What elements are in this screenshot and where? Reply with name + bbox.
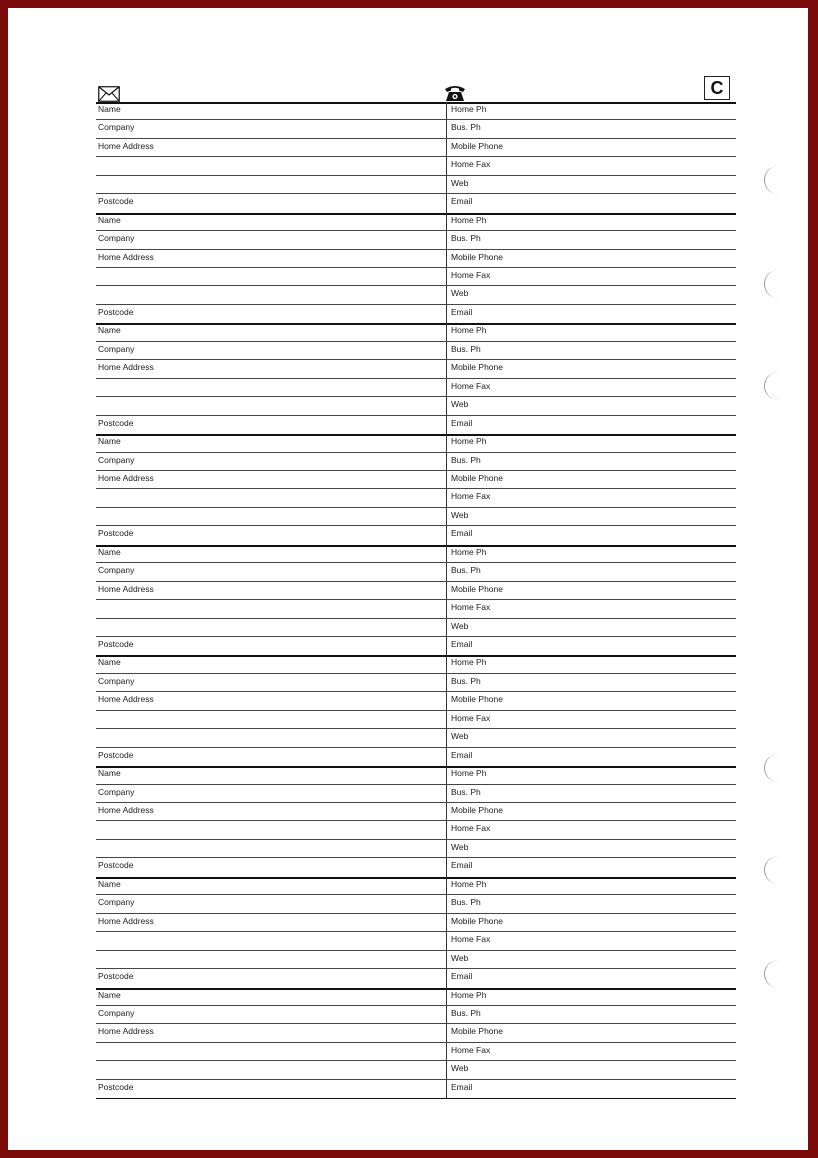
- contact-field-left[interactable]: Home Address: [96, 250, 446, 268]
- contact-field-left[interactable]: Home Address: [96, 914, 446, 932]
- contact-field-right[interactable]: Bus. Ph: [446, 1006, 736, 1024]
- contact-field-right[interactable]: Bus. Ph: [446, 120, 736, 138]
- contact-field-right[interactable]: Web: [446, 286, 736, 304]
- contact-field-left[interactable]: [96, 286, 446, 304]
- contact-field-left[interactable]: [96, 600, 446, 618]
- contact-field-right[interactable]: Mobile Phone: [446, 471, 736, 489]
- contact-field-left[interactable]: Home Address: [96, 139, 446, 157]
- contact-field-left[interactable]: [96, 951, 446, 969]
- contact-field-right[interactable]: Mobile Phone: [446, 139, 736, 157]
- binder-ring-hole: [764, 166, 781, 194]
- contact-field-right[interactable]: Email: [451, 971, 473, 982]
- contact-field-right[interactable]: Email: [451, 639, 473, 649]
- contact-field-left[interactable]: [96, 1061, 446, 1079]
- contact-field-right[interactable]: Web: [446, 508, 736, 526]
- contact-field-left[interactable]: Postcode: [98, 749, 134, 760]
- contact-field-right[interactable]: Home Ph: [446, 655, 736, 673]
- page-header: [8, 8, 808, 108]
- binder-ring-hole: [764, 372, 781, 400]
- contact-field-left[interactable]: [96, 1043, 446, 1061]
- contact-field-right[interactable]: Email: [451, 306, 473, 317]
- contact-field-right[interactable]: Home Ph: [446, 434, 736, 452]
- contact-entry: [96, 213, 736, 324]
- contact-field-right[interactable]: Bus. Ph: [446, 674, 736, 692]
- contact-field-right[interactable]: Email: [451, 196, 473, 207]
- binder-ring-hole: [764, 960, 781, 988]
- contact-entry: [96, 655, 736, 766]
- binder-ring-hole: [764, 856, 781, 884]
- contact-field-left[interactable]: Home Address: [96, 692, 446, 710]
- contact-field-right[interactable]: Home Ph: [446, 988, 736, 1006]
- contact-field-left[interactable]: [96, 619, 446, 637]
- contact-field-left[interactable]: Postcode: [98, 306, 134, 317]
- contact-field-right[interactable]: Home Fax: [446, 1043, 736, 1061]
- binder-ring-hole: [764, 754, 781, 782]
- contact-field-left[interactable]: Name: [96, 213, 446, 231]
- contact-field-right[interactable]: Mobile Phone: [446, 1024, 736, 1042]
- contact-field-left[interactable]: Postcode: [98, 639, 134, 649]
- contact-entry: [96, 766, 736, 877]
- telephone-icon: [444, 84, 466, 102]
- contact-field-right[interactable]: Home Ph: [446, 766, 736, 784]
- contact-field-left[interactable]: [96, 268, 446, 286]
- contact-field-left[interactable]: [96, 711, 446, 729]
- contact-entry: [96, 988, 736, 1099]
- contact-field-left[interactable]: Company: [96, 342, 446, 360]
- contact-field-left[interactable]: Name: [96, 766, 446, 784]
- contact-field-right[interactable]: Home Fax: [446, 157, 736, 175]
- contact-field-left[interactable]: Company: [96, 895, 446, 913]
- contact-field-right[interactable]: Email: [451, 417, 473, 428]
- contact-entry: [96, 102, 736, 213]
- contact-field-right[interactable]: Home Fax: [446, 932, 736, 950]
- contact-field-left[interactable]: [96, 397, 446, 415]
- contact-field-left[interactable]: Home Address: [96, 1024, 446, 1042]
- contact-field-left[interactable]: Name: [96, 102, 446, 120]
- contact-field-right[interactable]: Bus. Ph: [446, 785, 736, 803]
- contact-field-left[interactable]: Company: [96, 674, 446, 692]
- contact-field-left[interactable]: [96, 176, 446, 194]
- contact-field-right[interactable]: Email: [451, 749, 473, 760]
- contact-field-left[interactable]: [96, 821, 446, 839]
- contact-field-left[interactable]: Name: [96, 545, 446, 563]
- contact-field-right[interactable]: Bus. Ph: [446, 453, 736, 471]
- contact-field-left[interactable]: Home Address: [96, 582, 446, 600]
- contact-entry: [96, 323, 736, 434]
- contact-field-right[interactable]: Mobile Phone: [446, 250, 736, 268]
- contact-field-left[interactable]: [96, 157, 446, 175]
- contact-field-right[interactable]: Home Fax: [446, 489, 736, 507]
- contact-field-left[interactable]: Postcode: [98, 1081, 134, 1092]
- index-tab-letter: C: [704, 76, 730, 100]
- contact-field-right[interactable]: Bus. Ph: [446, 342, 736, 360]
- contact-field-right[interactable]: Email: [451, 528, 473, 539]
- contact-field-right[interactable]: Mobile Phone: [446, 582, 736, 600]
- contact-field-right[interactable]: Home Fax: [446, 711, 736, 729]
- contact-field-right[interactable]: Bus. Ph: [446, 563, 736, 581]
- contact-field-right[interactable]: Web: [446, 176, 736, 194]
- contact-field-right[interactable]: Home Ph: [446, 213, 736, 231]
- contact-field-right[interactable]: Bus. Ph: [446, 231, 736, 249]
- contact-field-left[interactable]: [96, 379, 446, 397]
- contact-field-right[interactable]: Home Fax: [446, 600, 736, 618]
- contact-field-left[interactable]: Name: [96, 655, 446, 673]
- contact-field-right[interactable]: Home Fax: [446, 268, 736, 286]
- contact-field-left[interactable]: Name: [96, 877, 446, 895]
- contact-field-left[interactable]: Name: [96, 434, 446, 452]
- contact-field-right[interactable]: Web: [446, 951, 736, 969]
- contact-field-left[interactable]: [96, 729, 446, 747]
- contact-field-left[interactable]: Postcode: [98, 860, 134, 871]
- contact-field-right[interactable]: Mobile Phone: [446, 360, 736, 378]
- contact-field-left[interactable]: Postcode: [98, 528, 134, 539]
- contact-field-left[interactable]: Company: [96, 231, 446, 249]
- contact-field-left[interactable]: Company: [96, 563, 446, 581]
- contact-field-left[interactable]: Home Address: [96, 471, 446, 489]
- contact-field-left[interactable]: Postcode: [98, 971, 134, 982]
- contact-field-left[interactable]: Name: [96, 988, 446, 1006]
- contact-field-right[interactable]: Mobile Phone: [446, 914, 736, 932]
- contact-field-left[interactable]: Name: [96, 323, 446, 341]
- contact-field-right[interactable]: Web: [446, 1061, 736, 1079]
- contact-entry: [96, 434, 736, 545]
- contact-field-right[interactable]: Home Ph: [446, 323, 736, 341]
- contact-field-left[interactable]: [96, 489, 446, 507]
- contact-field-right[interactable]: Home Fax: [446, 379, 736, 397]
- address-book-page: [8, 8, 808, 1150]
- contact-entry: [96, 877, 736, 988]
- contact-field-right[interactable]: Bus. Ph: [446, 895, 736, 913]
- contact-field-left[interactable]: Company: [96, 785, 446, 803]
- contact-field-left[interactable]: [96, 840, 446, 858]
- binder-ring-hole: [764, 270, 781, 298]
- contact-field-right[interactable]: Web: [446, 619, 736, 637]
- contact-field-right[interactable]: Web: [446, 729, 736, 747]
- envelope-icon: [98, 86, 120, 102]
- contact-field-right[interactable]: Home Ph: [446, 102, 736, 120]
- contact-field-left[interactable]: Postcode: [98, 417, 134, 428]
- contact-field-left[interactable]: Postcode: [98, 196, 134, 207]
- contact-field-left[interactable]: [96, 932, 446, 950]
- contact-field-right[interactable]: Web: [446, 840, 736, 858]
- contact-field-right[interactable]: Email: [451, 860, 473, 871]
- contact-field-right[interactable]: Web: [446, 397, 736, 415]
- contact-field-left[interactable]: Company: [96, 453, 446, 471]
- contact-field-left[interactable]: Home Address: [96, 360, 446, 378]
- contact-field-right[interactable]: Home Ph: [446, 545, 736, 563]
- contact-field-right[interactable]: Home Fax: [446, 821, 736, 839]
- contact-field-left[interactable]: [96, 508, 446, 526]
- contact-field-right[interactable]: Email: [451, 1081, 473, 1092]
- contact-field-right[interactable]: Mobile Phone: [446, 692, 736, 710]
- contact-field-left[interactable]: Home Address: [96, 803, 446, 821]
- contact-field-right[interactable]: Mobile Phone: [446, 803, 736, 821]
- contact-entry: [96, 545, 736, 656]
- contact-field-right[interactable]: Home Ph: [446, 877, 736, 895]
- contact-entries: [96, 102, 736, 1098]
- contact-field-left[interactable]: Company: [96, 1006, 446, 1024]
- contact-field-left[interactable]: Company: [96, 120, 446, 138]
